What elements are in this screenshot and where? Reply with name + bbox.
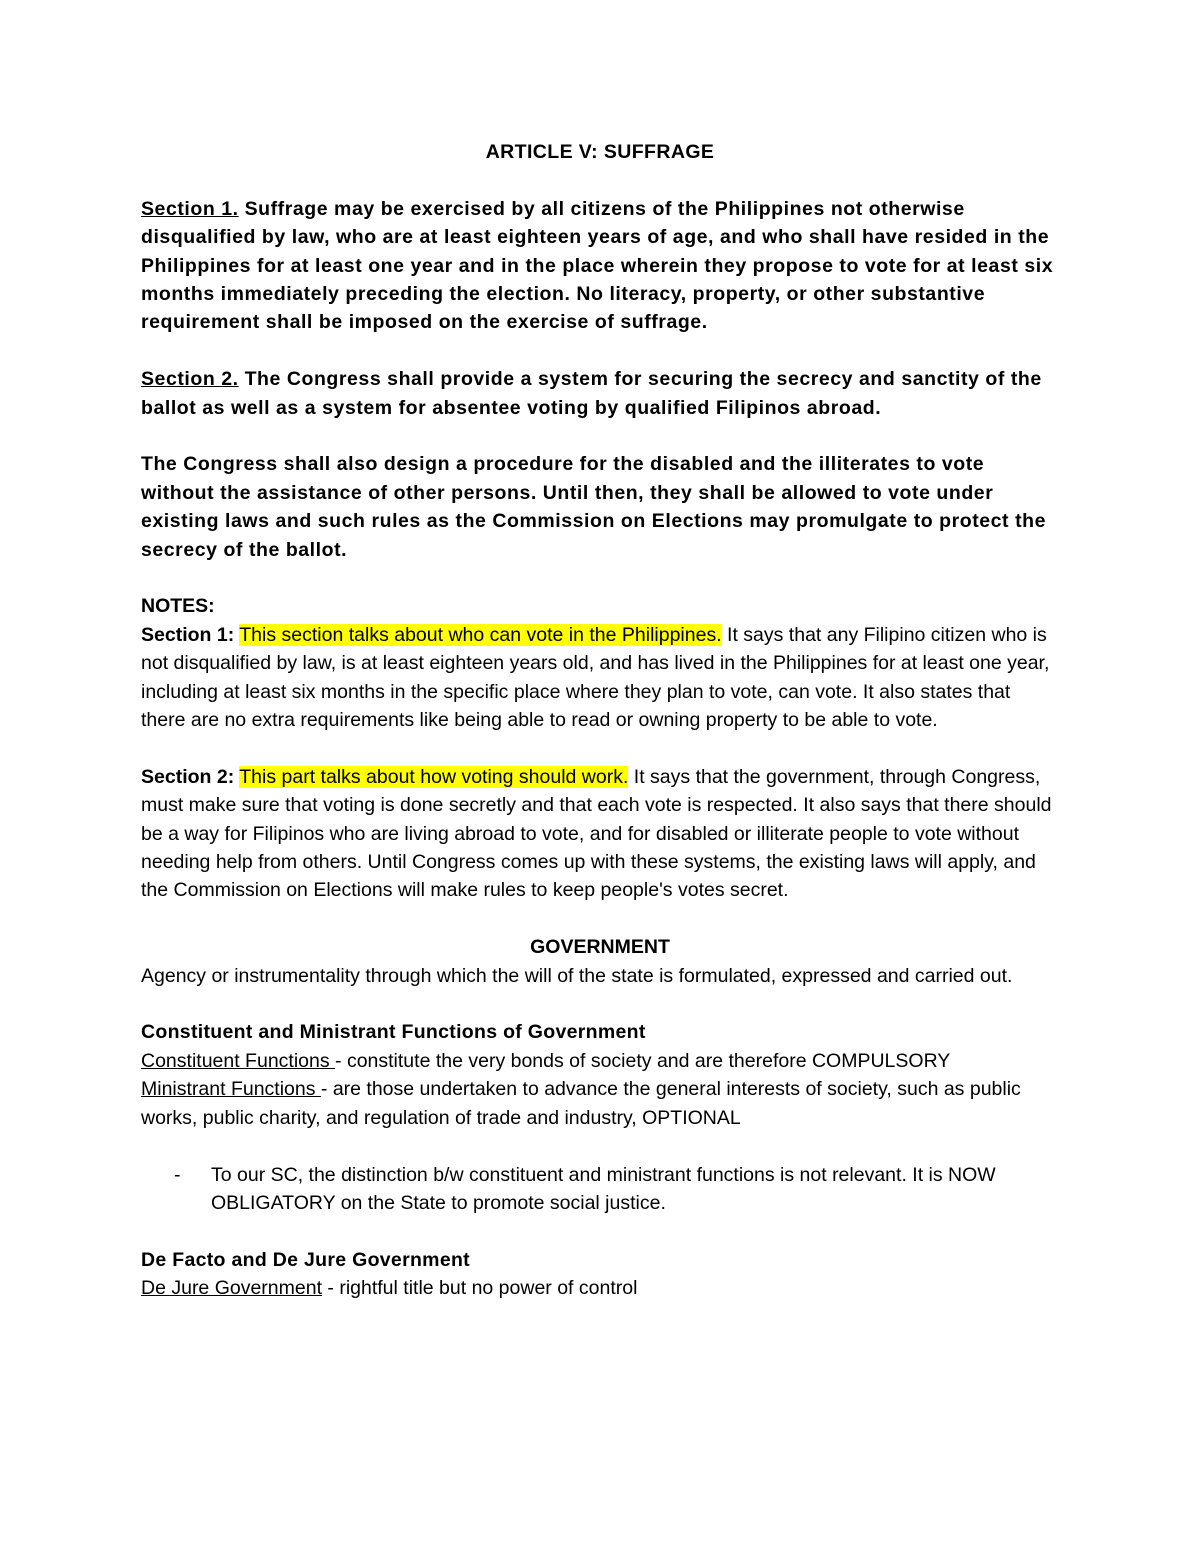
- notes-section-1-label: Section 1:: [141, 623, 235, 646]
- section-2-label: Section 2.: [141, 368, 239, 391]
- notes-section-2: [141, 763, 1059, 905]
- ministrant-functions: [141, 1075, 1059, 1132]
- notes-section-1: [141, 621, 1059, 735]
- section-2-text: The Congress shall provide a system for securing the secrecy and sanctity of the ballot as well as a system for absentee voting by qualified Filipinos abroad.: [141, 368, 1042, 419]
- bullet-text: To our SC, the distinction b/w constituent and ministrant functions is not relevant. It is NOW OBLIGATORY on the State to promote social justice.: [211, 1163, 996, 1214]
- constituent-functions-text: - constitute the very bonds of society and are therefore COMPULSORY: [335, 1049, 951, 1072]
- constituent-functions-label: Constituent Functions: [141, 1049, 336, 1072]
- constituent-functions: [141, 1047, 1059, 1075]
- de-facto-heading: De Facto and De Jure Government: [141, 1248, 470, 1271]
- article-section-1: [141, 195, 1059, 337]
- notes-section-2-text: It says that the government, through Congress, must make sure that voting is done secretly and that each vote is respected. It also says that there should be a way for Filipinos who are living abroad to vote, and for disabled or illiterate people to vote without needing help from others. Until Congress comes up with these systems, the existing laws will apply, and the Commission on Elections will make rules to keep people's votes secret.: [141, 765, 1052, 902]
- document-page: [141, 138, 1059, 1303]
- de-jure-government: [141, 1274, 1059, 1302]
- notes-section-1-text: It says that any Filipino citizen who is not disqualified by law, is at least eighteen years old, and has lived in the Philippines for at least one year, including at least six months in the specific place where they plan to vote, can vote. It also states that there are no extra requirements like being able to read or owning property to be able to vote.: [141, 623, 1050, 732]
- notes-section-2-label: Section 2:: [141, 765, 235, 788]
- functions-heading: Constituent and Ministrant Functions of Government: [141, 1021, 646, 1044]
- article-section-2-paragraph-2: The Congress shall also design a procedure for the disabled and the illiterates to vote without the assistance of other persons. Until then, they shall be allowed to vote under existing laws and such rules as the Commission on Elections may promulgate to protect the secrecy of the ballot.: [141, 453, 1046, 561]
- ministrant-functions-label: Ministrant Functions: [141, 1078, 321, 1101]
- de-jure-text: - rightful title but no power of control: [322, 1277, 638, 1300]
- bullet-dash: -: [174, 1163, 181, 1186]
- de-jure-label: De Jure Government: [141, 1277, 322, 1300]
- article-section-2: [141, 365, 1059, 422]
- government-definition: Agency or instrumentality through which the will of the state is formulated, expressed and carried out.: [141, 964, 1013, 987]
- article-title: ARTICLE V: SUFFRAGE: [485, 141, 715, 163]
- ministrant-functions-text: - are those undertaken to advance the general interests of society, such as public works, public charity, and regulation of trade and industry, OPTIONAL: [141, 1078, 1021, 1129]
- government-heading: GOVERNMENT: [530, 936, 670, 959]
- list-item: [174, 1161, 1059, 1218]
- notes-section-1-highlight: This section talks about who can vote in the Philippines.: [239, 623, 722, 646]
- section-1-text: Suffrage may be exercised by all citizens of the Philippines not otherwise disqualified by law, who are at least eighteen years of age, and who shall have resided in the Philippines for at least one year and in the place wherein they propose to vote for at least six months immediately preceding the election. No literacy, property, or other substantive requirement shall be imposed on the exercise of suffrage.: [141, 197, 1054, 334]
- notes-heading: NOTES:: [141, 595, 215, 618]
- notes-section-2-highlight: This part talks about how voting should work.: [239, 765, 629, 788]
- section-1-label: Section 1.: [141, 197, 239, 220]
